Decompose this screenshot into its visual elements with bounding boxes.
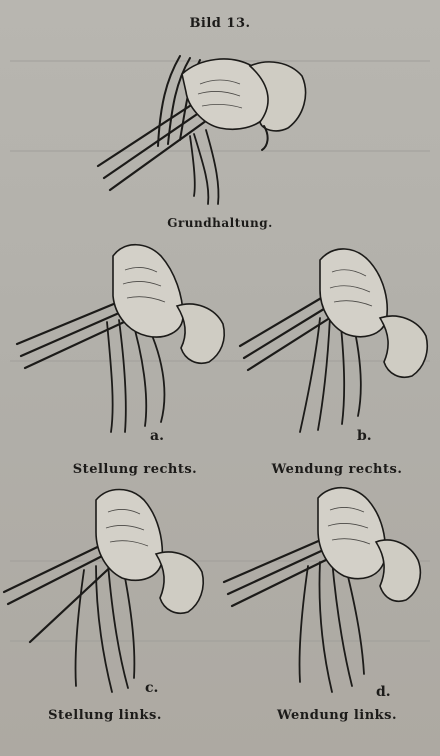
illustration-stellung-links (0, 482, 220, 702)
caption-stellung-links: Stellung links. (48, 708, 162, 723)
illustration-wendung-rechts (220, 236, 430, 436)
caption-wendung-rechts: Wendung rechts. (271, 462, 403, 477)
panel-letter-a: a. (150, 428, 164, 444)
caption-stellung-rechts: Stellung rechts. (72, 462, 198, 477)
panel-letter-d: d. (376, 684, 391, 700)
panel-letter-c: c. (145, 680, 159, 696)
caption-grundhaltung: Grundhaltung. (167, 216, 273, 230)
caption-wendung-links: Wendung links. (276, 708, 398, 723)
illustration-stellung-rechts (15, 236, 225, 436)
illustration-wendung-links (218, 482, 430, 702)
panel-letter-b: b. (357, 428, 372, 444)
illustration-grundhaltung (90, 36, 330, 216)
figure-title: Bild 13. (189, 16, 251, 31)
